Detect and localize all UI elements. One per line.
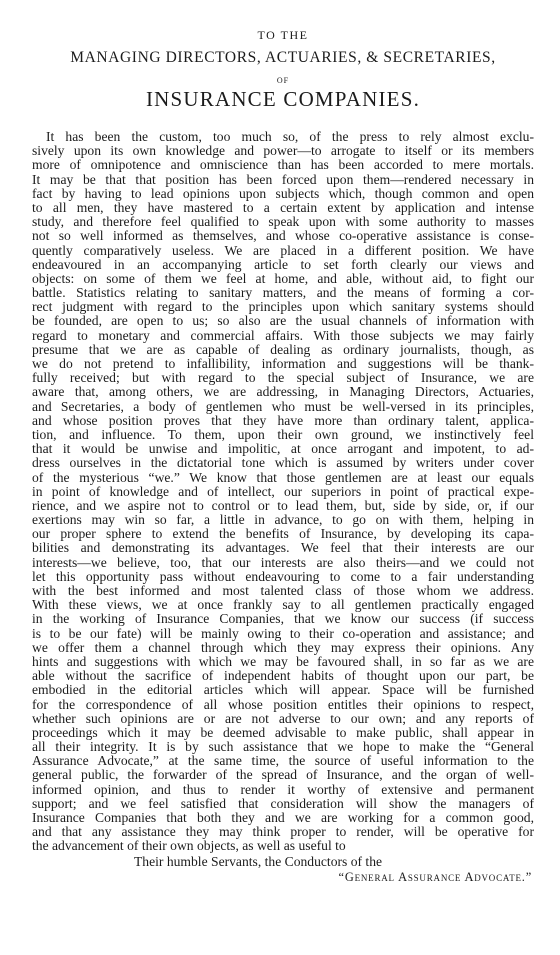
address-line-recipients: MANAGING DIRECTORS, ACTUARIES, & SECRETARIES, (70, 49, 496, 66)
body-line: and Secretaries, a body of gentlemen who must be well-versed in its principles, (32, 398, 534, 414)
body-line: with the best informed and most talented class of those whom we address. (32, 583, 534, 598)
body-line: and whose position proves that they have more than ordinary talent, applica- (32, 412, 534, 428)
body-line: hints and suggestions with which we may be favoured shall, in so far as we are (32, 653, 534, 669)
body-line: able without the sacrifice of independent habits of thought upon our part, be (32, 668, 534, 684)
body-line: bilities and demonstrating its advantages. We feel that their interests are our (32, 540, 534, 556)
body-line: be founded, are open to us; so also are the usual channels of information with (32, 313, 534, 329)
body-line: exertions may win so far, a little in advance, to go on with them, helping in (32, 512, 534, 528)
body-line: It may be that that position has been forced upon them—rendered necessary in (32, 171, 534, 187)
body-line: more of omnipotence and omniscience than has been accorded to mere mortals. (32, 157, 534, 173)
closing-line: Their humble Servants, the Conductors of the (134, 853, 383, 869)
body-line: Assurance Advocate,” at the same time, the source of useful information to the (32, 753, 534, 769)
body-line: for the correspondence of all whose position entitles their opinions to respect, (32, 696, 534, 712)
body-line: support; and we feel satisfied that consideration will show the managers of (32, 795, 534, 811)
body-line: tion, and influence. To them, upon their own ground, we instinctively feel (32, 426, 534, 442)
body-line: With these views, we at once frankly say to all gentlemen practically engaged (32, 597, 534, 613)
body-line: in point of knowledge and of intellect, our superiors in point of practical expe- (32, 483, 534, 499)
body-line: endeavoured in an accompanying article to set forth clearly our views and (32, 256, 534, 272)
body-line: aware that, among others, we are addressing, in Managing Directors, Actuaries, (32, 384, 534, 400)
body-line: fully received; but with regard to the special subject of Insurance, we are (32, 370, 534, 386)
body-line: battle. Statistics relating to sanitary matters, and the means of forming a cor- (32, 285, 534, 301)
body-line: the advancement of their own objects, as well as useful to (32, 838, 346, 854)
body-line: our proper sphere to extend the benefits of Insurance, by developing its capa- (32, 526, 534, 542)
body-line: in the working of Insurance Companies, that we know our success (if success (32, 611, 534, 627)
body-line: whether such opinions are or are not adverse to our own; and any reports of (32, 710, 534, 726)
body-line: let this opportunity pass without endeavouring to come to a fair understanding (32, 568, 534, 584)
body-line: we offer them a channel through which they may express their opinions. Any (32, 639, 534, 655)
body-line: and that any assistance they may think proper to render, will be operative for (32, 824, 534, 840)
body-line: we do not pretend to infallibility, information and suggestions will be thank- (32, 356, 534, 371)
body-line: general public, the forwarder of the spread of Insurance, and the organ of well- (32, 767, 534, 783)
body-line: Insurance Companies that both they and we are working for a common good, (32, 810, 534, 825)
body-line: informed opinion, and thus to render it worthy of extensive and permanent (32, 781, 534, 797)
body-line: that it would be unwise and impolitic, at once arrogant and impotent, to ad- (32, 441, 534, 457)
body-line: objects: on some of them we feel at home, and able, without aid, to fight our (32, 270, 534, 286)
body-line: to all men, they have mastered to a certain extent by application and intense (32, 199, 534, 215)
body-line: rect judgment with regard to the principles upon which sanitary systems should (32, 299, 534, 315)
page-title: INSURANCE COMPANIES. (145, 87, 421, 111)
body-line: It has been the custom, too much so, of the press to rely almost exclu- (46, 129, 534, 144)
body-paragraph (32, 130, 534, 854)
address-line-of: OF (276, 76, 290, 85)
body-line: interests—we believe, too, that our interests are also theirs—and we could not (32, 554, 534, 570)
signature: “General Assurance Advocate.” (338, 869, 532, 884)
address-line-to-the: TO THE (257, 28, 309, 42)
body-line: quently comparatively useless. We are placed in a different position. We have (32, 242, 534, 258)
body-line: proceedings which it may be deemed advisable to make public, shall appear in (32, 724, 534, 740)
body-line: all their integrity. It is by such assistance that we hope to make the “General (32, 739, 534, 755)
body-line: not so well informed as themselves, and whose co-operative assistance is conse- (32, 228, 534, 244)
body-line: presume that we are as capable of dealing as ordinary journalists, though, as (32, 341, 534, 357)
body-line: of the mysterious “we.” We know that those gentlemen are at least our equals (32, 469, 534, 485)
body-line: study, and therefore feel qualified to speak upon with some authority to masses (32, 214, 534, 230)
body-line: sively upon its own knowledge and power—to arrogate to itself or its members (32, 143, 534, 159)
body-line: dress ourselves in the dictatorial tone which is assumed by writers under cover (32, 455, 534, 471)
body-line: is to be our fate) will be mainly owing to their co-operation and assistance; and (32, 625, 534, 641)
body-line: embodied in the editorial articles which will appear. Space will be furnished (32, 682, 534, 698)
body-line: rience, and we aspire not to control or to lead them, but, side by side, or, if our (32, 497, 534, 513)
body-line: regard to monetary and commercial affairs. With those subjects we may fairly (32, 327, 534, 343)
body-line: fact by having to lead opinions upon subjects which, though common and open (32, 185, 534, 201)
